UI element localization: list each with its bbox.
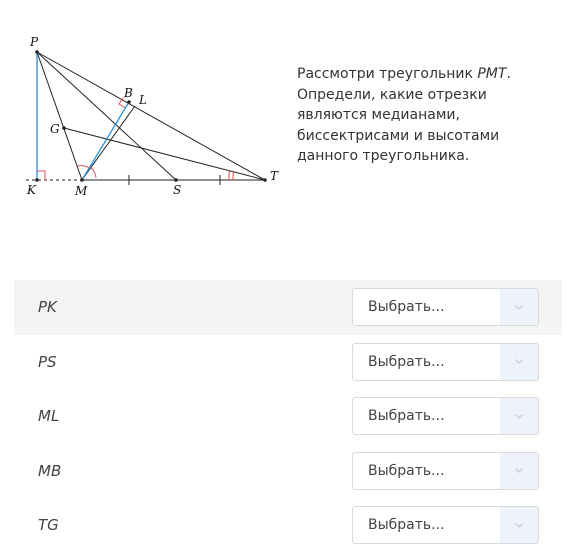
side-pt [37,52,265,180]
label-g: G [50,122,60,136]
segment-type-select[interactable] [352,452,539,490]
segment-ml [82,106,135,180]
task-line-1-prefix: Рассмотри треугольник [297,66,478,82]
task-line-5: данного треугольника. [297,148,470,164]
segment-type-select[interactable] [352,506,539,544]
answer-row-tg [14,498,562,553]
select-value: Выбрать... [368,408,445,425]
chevron-down-icon[interactable] [500,344,538,380]
segment-label: MB [38,461,62,480]
chevron-down-icon[interactable] [500,507,538,543]
label-t: T [270,169,279,183]
point-p [35,50,39,54]
segment-label: PK [38,298,57,317]
triangle-diagram [0,0,290,210]
task-description [297,64,559,167]
task-line-4: биссектрисами и высотами [297,127,500,144]
answer-row-ps [14,335,562,390]
chevron-down-icon[interactable] [500,398,538,434]
answer-row-ml [14,389,562,444]
angle-arc-t-1 [233,172,234,180]
task-line-1-suffix: . [506,66,511,82]
segment-mb [82,102,129,180]
select-value: Выбрать... [368,517,445,534]
angle-arc-m-2 [90,167,96,178]
right-angle-mark-k [37,171,45,180]
chevron-down-icon[interactable] [500,289,538,325]
angle-arc-m-1 [78,166,89,168]
point-m [80,178,84,182]
task-line-3: являются медианами, [297,107,460,123]
segment-type-select[interactable] [352,343,539,381]
answer-row-mb [14,444,562,499]
segment-label: PS [38,352,57,371]
triangle-name: PMT [477,66,507,82]
answer-rows [14,280,562,553]
point-t [263,178,267,182]
point-k [35,178,39,182]
segment-ps [37,52,176,180]
side-pm [37,52,82,180]
segment-type-select[interactable] [352,397,539,435]
segment-type-select[interactable] [352,288,539,326]
segment-label: TG [38,516,59,535]
answer-row-pk [14,280,562,335]
point-g [62,126,66,130]
label-l: L [139,93,147,107]
segment-label: ML [38,407,60,426]
select-value: Выбрать... [368,299,445,316]
point-s [174,178,178,182]
point-b [127,100,131,104]
label-k: K [27,183,36,197]
select-value: Выбрать... [368,353,445,370]
select-value: Выбрать... [368,462,445,479]
task-line-2: Определи, какие отрезки [297,86,487,103]
angle-arc-t-2 [229,171,230,180]
label-b: B [124,86,133,100]
label-m: M [75,184,88,198]
label-p: P [30,35,39,49]
label-s: S [173,183,182,197]
chevron-down-icon[interactable] [500,453,538,489]
